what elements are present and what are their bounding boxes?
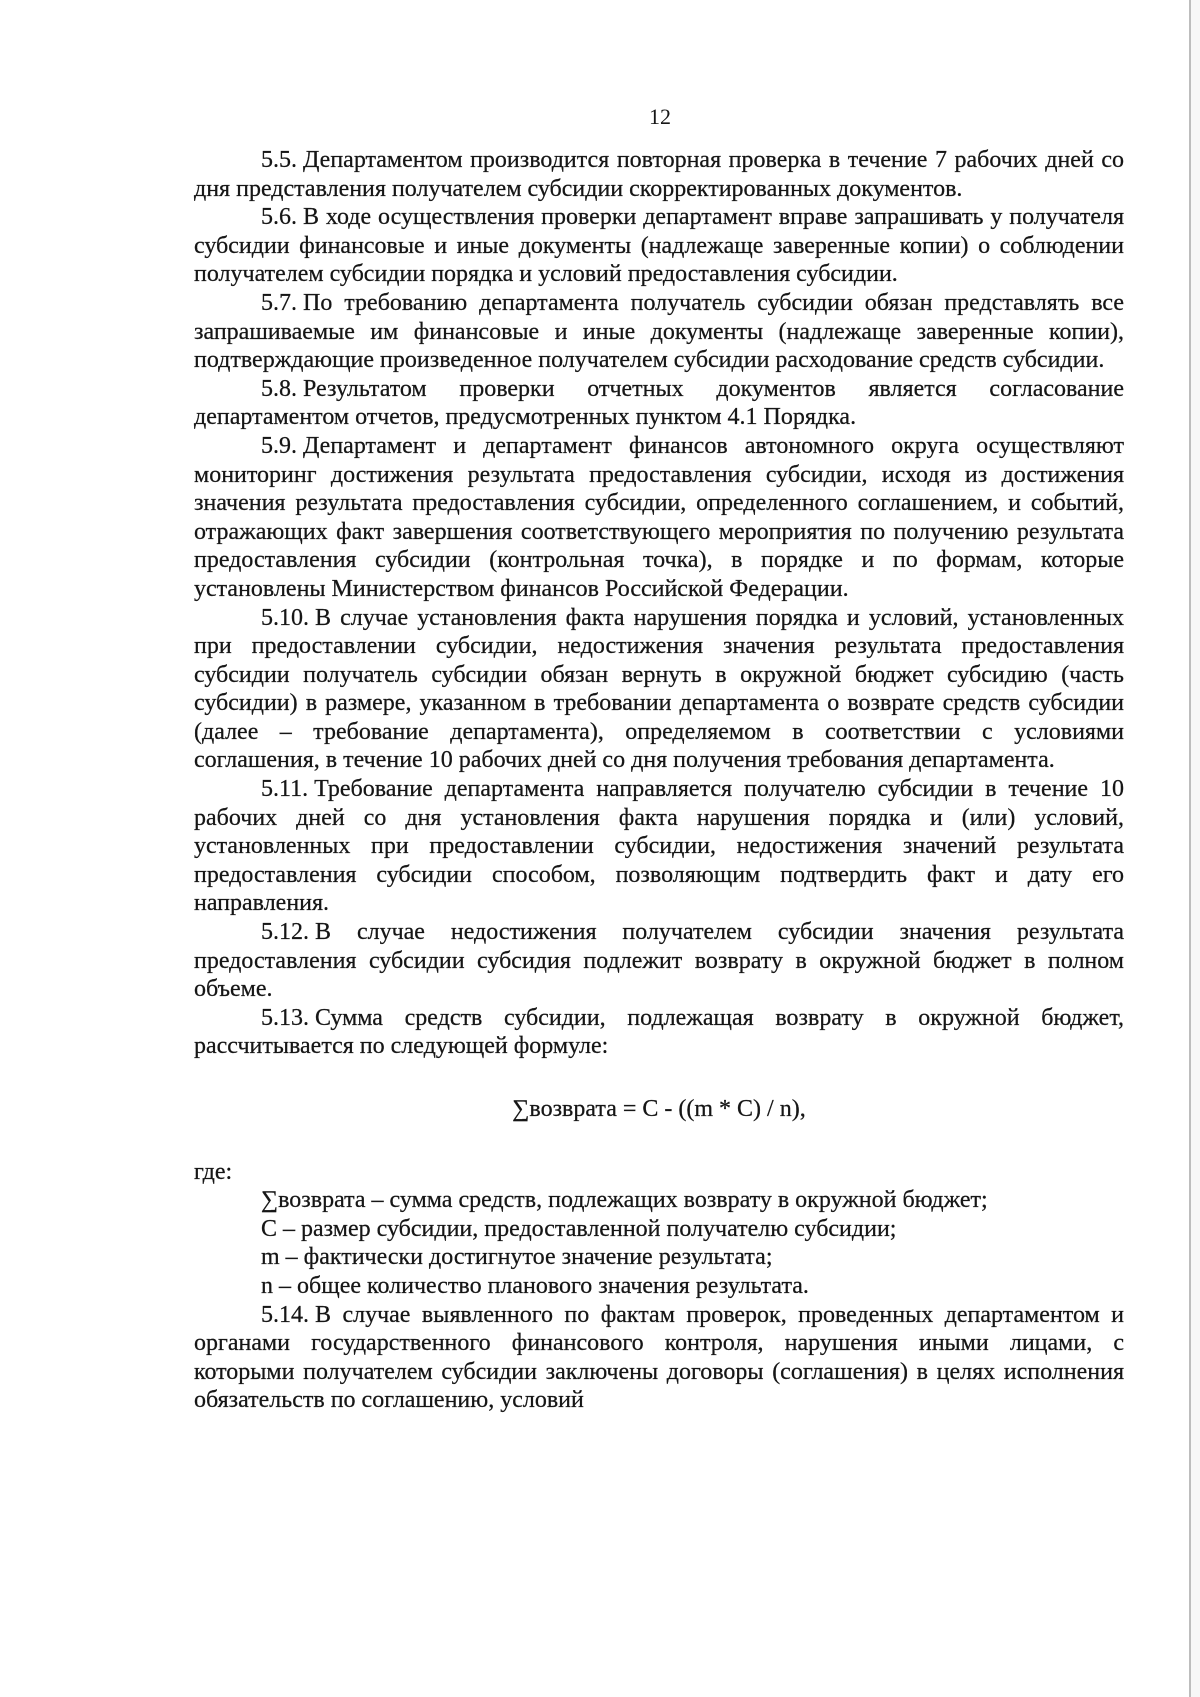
formula-definition: ∑возврата – сумма средств, подлежащих возврату в окружной бюджет;	[261, 1187, 988, 1214]
paragraph-text: В случае недостижения получателем субсидии значения результата предоставления субсидии субсидия подлежит возврату в окружной бюджет в полном объеме.	[194, 919, 1124, 1003]
formula-definition: n – общее количество планового значения результата.	[261, 1272, 809, 1299]
paragraph-number: 5.12.	[261, 919, 309, 946]
paragraph-number: 5.8.	[261, 375, 297, 402]
paragraph-number: 5.5.	[261, 147, 297, 173]
paragraph-5-5	[194, 146, 1124, 203]
paragraph-5-11	[194, 775, 1124, 918]
paragraph-number: 5.9.	[261, 432, 297, 459]
paragraph-text: Требование департамента направляется получателю субсидии в течение 10 рабочих дней со дня установления факта нарушения порядка и (или) условий, установленных при предоставлении субсидии, недостижения значений результата предоставления субсидии способом, позволяющим подтвердить факт и дату его направления.	[194, 776, 1124, 917]
formula-definition: C – размер субсидии, предоставленной получателю субсидии;	[261, 1215, 897, 1242]
paragraph-text: В случае установления факта нарушения порядка и условий, установленных при предоставлении субсидии, недостижения значения результата предоставления субсидии получатель субсидии обязан вернуть в окружной бюджет субсидию (часть субсидии) в размере, указанном в требовании департамента о возврате средств субсидии (далее – требование департамента), определяемом в соответствии с условиями соглашения, в течение 10 рабочих дней со дня получения требования департамента.	[194, 604, 1124, 774]
paragraph-5-12	[194, 918, 1124, 1004]
page-edge	[1189, 0, 1200, 1697]
paragraph-text: В случае выявленного по фактам проверок, проведенных департаментом и органами государственного финансового контроля, нарушения иными лицами, с которыми получателем субсидии заключены договоры (соглашения) в целях исполнения обязательств по соглашению, условий	[194, 1301, 1124, 1414]
page-number: 12	[649, 104, 671, 129]
paragraph-5-6	[194, 203, 1124, 289]
paragraph-text: По требованию департамента получатель субсидии обязан представлять все запрашиваемые им финансовые и иные документы (надлежаще заверенные копии), подтверждающие произведенное получателем субсидии расходование средств субсидии.	[194, 289, 1124, 374]
paragraph-number: 5.6.	[261, 204, 297, 231]
paragraph-5-8	[194, 375, 1124, 432]
paragraph-5-9	[194, 432, 1124, 604]
paragraph-text: Департаментом производится повторная проверка в течение 7 рабочих дней со дня представления получателем субсидии скорректированных документов.	[194, 147, 1124, 202]
paragraph-number: 5.7.	[261, 289, 297, 316]
paragraph-5-14	[194, 1301, 1124, 1415]
formula-where-label: где:	[194, 1158, 233, 1185]
return-formula: ∑возврата = C - ((m * C) / n),	[512, 1096, 806, 1122]
paragraph-text: В ходе осуществления проверки департамент вправе запрашивать у получателя субсидии финансовые и иные документы (надлежаще заверенные копии) о соблюдении получателем субсидии порядка и условий предоставления субсидии.	[194, 204, 1124, 288]
document-body	[194, 146, 1124, 1415]
paragraph-5-13	[194, 1004, 1124, 1061]
formula-definition: m – фактически достигнутое значение результата;	[261, 1244, 773, 1271]
paragraph-5-10	[194, 604, 1124, 776]
paragraph-text: Сумма средств субсидии, подлежащая возврату в окружной бюджет, рассчитывается по следующей формуле:	[194, 1004, 1124, 1060]
paragraph-5-7	[194, 289, 1124, 375]
paragraph-text: Департамент и департамент финансов автономного округа осуществляют мониторинг достижения результата предоставления субсидии, исходя из достижения значения результата предоставления субсидии, определенного соглашением, и событий, отражающих факт завершения соответствующего мероприятия по получению результата предоставления субсидии (контрольная точка), в порядке и по формам, которые установлены Министерством финансов Российской Федерации.	[194, 432, 1124, 602]
paragraph-number: 5.11.	[261, 776, 309, 803]
paragraph-number: 5.14.	[261, 1301, 309, 1328]
paragraph-number: 5.10.	[261, 604, 309, 631]
paragraph-text: Результатом проверки отчетных документов является согласование департаментом отчетов, предусмотренных пунктом 4.1 Порядка.	[194, 375, 1124, 431]
paragraph-number: 5.13.	[261, 1004, 309, 1031]
